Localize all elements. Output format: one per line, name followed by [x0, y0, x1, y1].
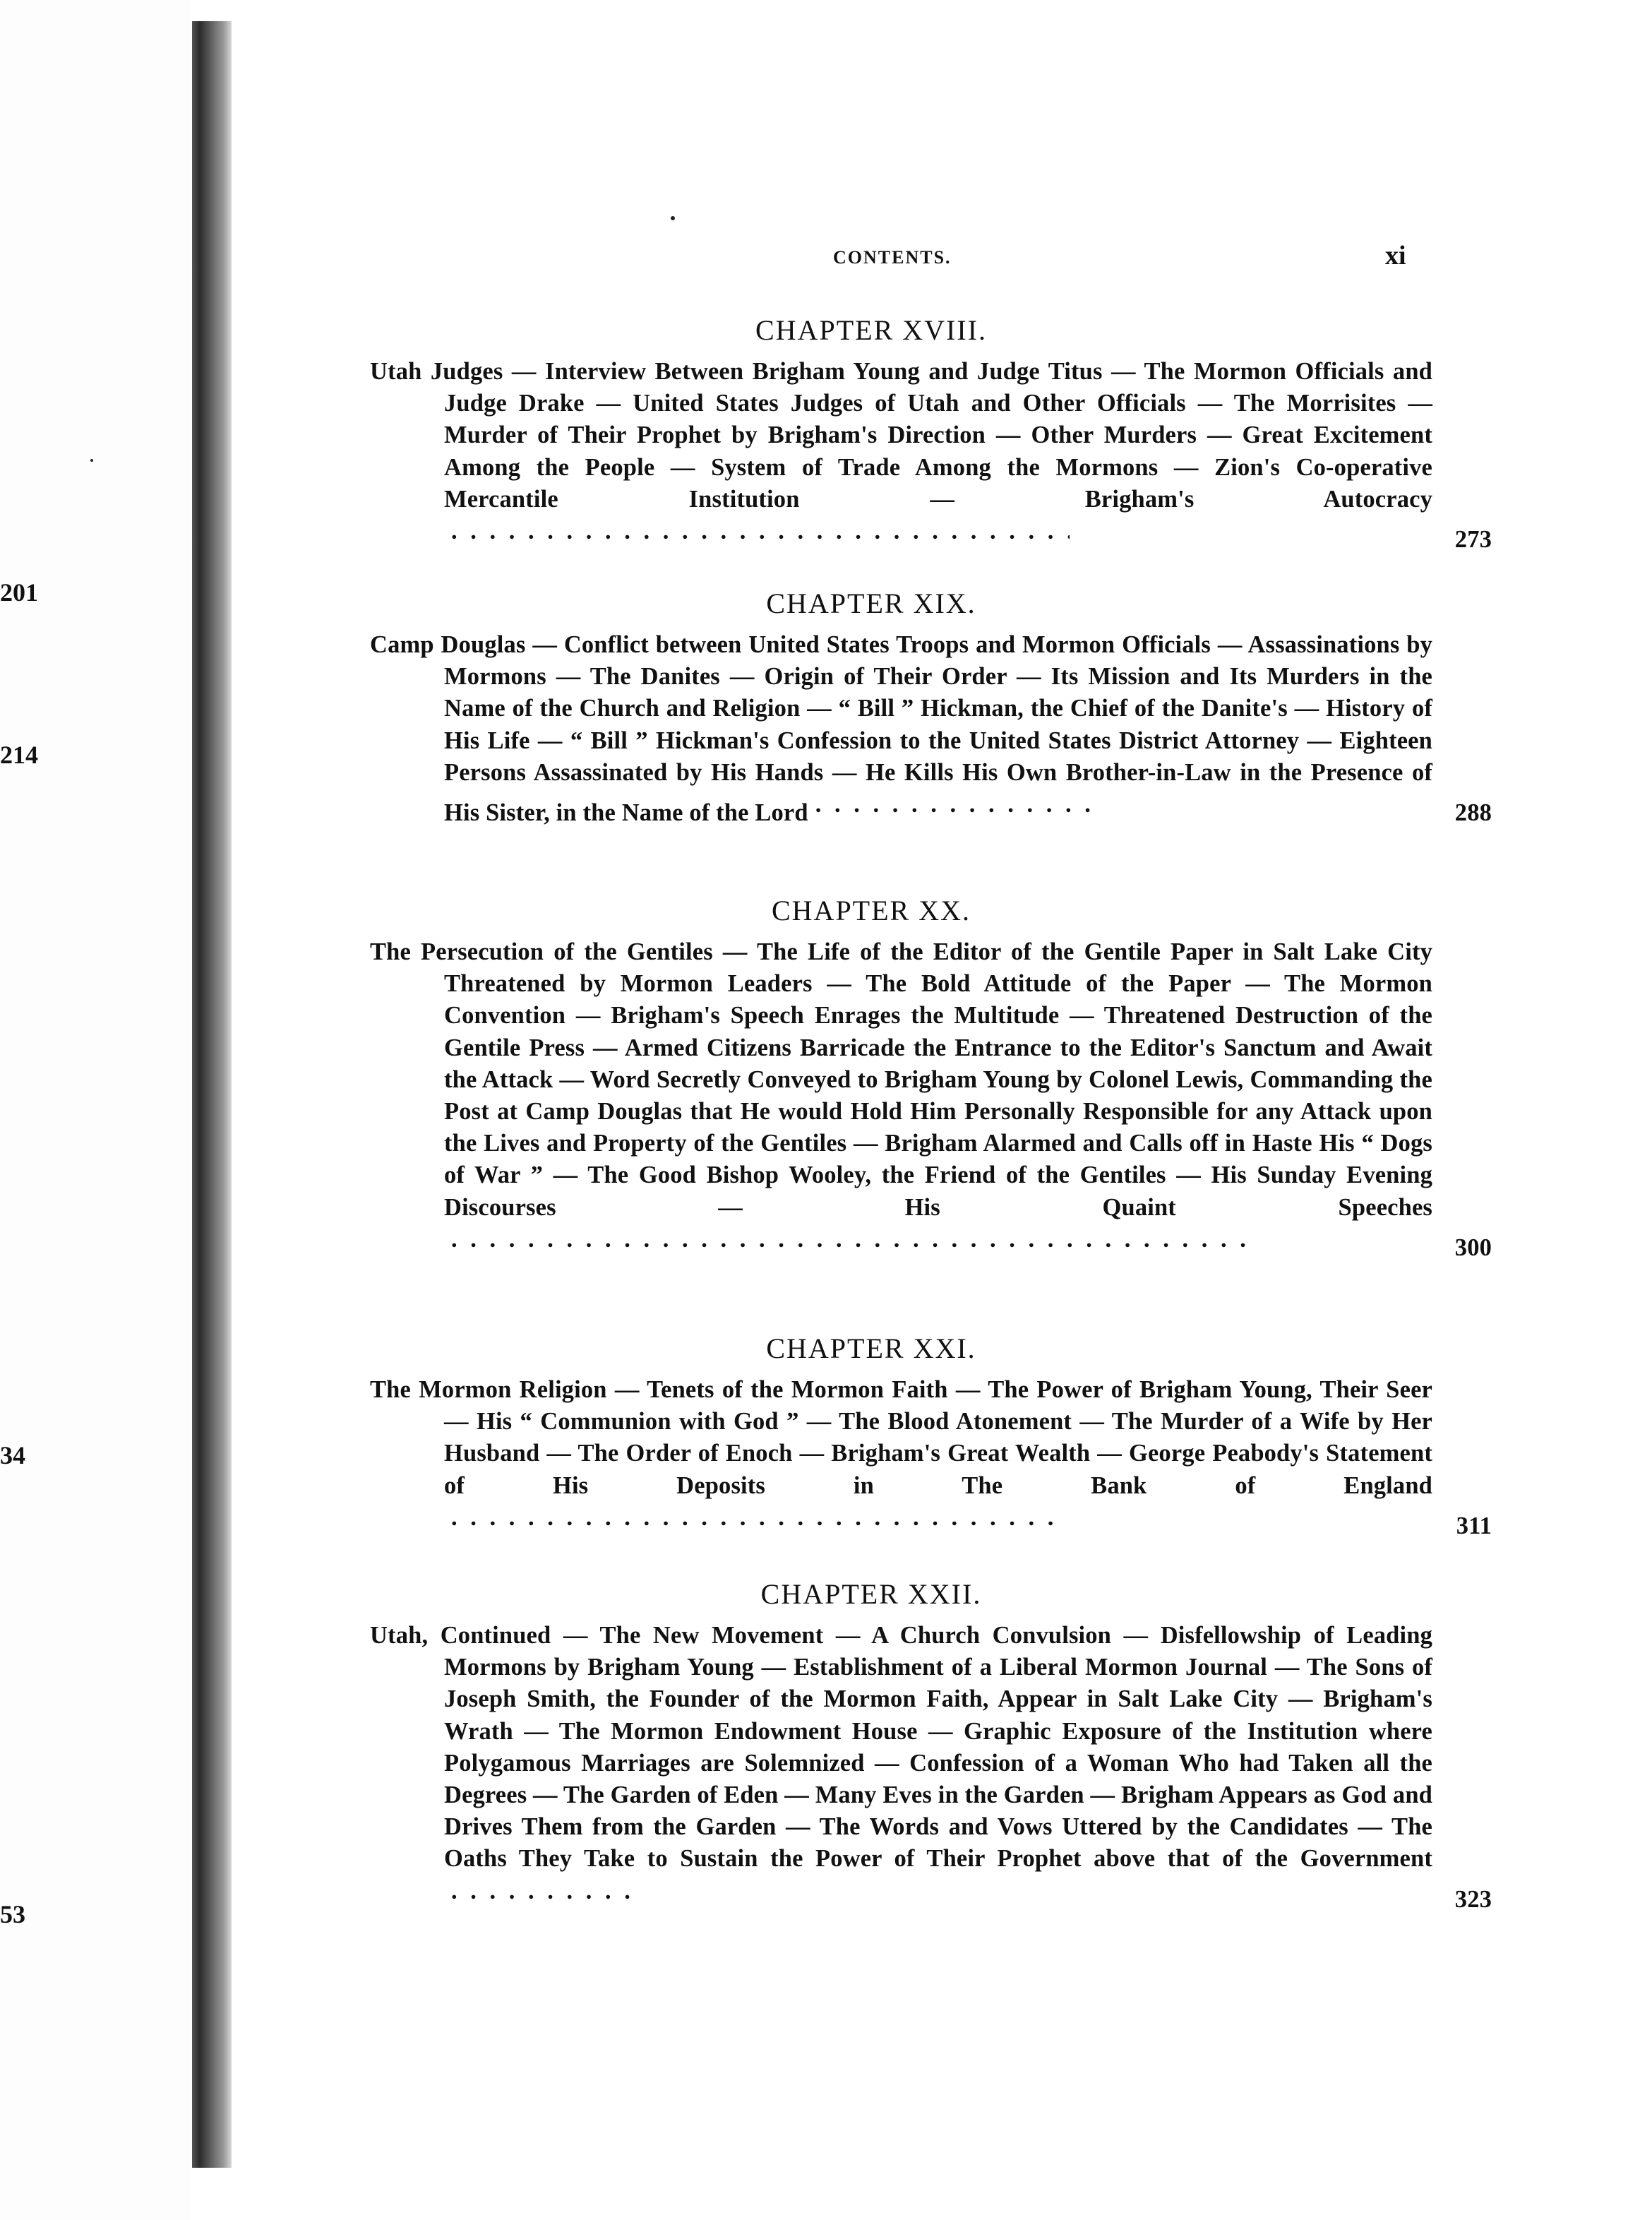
chapter-page-number: 273: [1454, 526, 1492, 554]
left-page-number-2: 214: [0, 741, 38, 769]
chapter-block-xxi: [370, 1329, 1492, 1542]
chapter-heading: CHAPTER XVIII.: [755, 314, 987, 346]
speck-mark: [90, 459, 93, 462]
chapter-summary: [370, 936, 1492, 1264]
chapter-heading: CHAPTER XXII.: [760, 1578, 982, 1610]
chapter-summary: [370, 356, 1492, 556]
left-page-number-1: 201: [0, 578, 38, 607]
running-head: CONTENTS.: [833, 247, 952, 268]
chapter-heading: CHAPTER XIX.: [766, 587, 976, 619]
page-folio: xi: [1385, 241, 1406, 270]
chapter-summary-text: Utah Judges — Interview Between Brigham Young and Judge Titus — The Mormon Officials and Judge Drake — United States Judges of Utah and Other Officials — The Morrisites — Murder of Their Prophet by Brigham's Direction — Other Murders — Great Excitement Among the People — System of Trade Among the Mormons — Zion's Co-operative Mercantile Institution — Brigham's Autocracy: [370, 358, 1432, 513]
dot-leader: [448, 515, 1070, 547]
chapter-page-number: 311: [1456, 1512, 1492, 1540]
chapter-summary: [370, 1374, 1492, 1542]
chapter-block-xx: [370, 891, 1492, 1264]
book-binding-gutter: [192, 21, 232, 2168]
chapter-summary: [370, 1620, 1492, 1916]
chapter-block-xviii: [370, 311, 1492, 556]
chapter-summary-text: Utah, Continued — The New Movement — A Church Convulsion — Disfellowship of Leading Mormons by Brigham Young — Establishment of a Liberal Mormon Journal — The Sons of Joseph Smith, the Founder of the Mormon Faith, Appear in Salt Lake City — Brigham's Wrath — The Mormon Endowment House — Graphic Exposure of the Institution where Polygamous Marriages are Solemnized — Confession of a Woman Who had Taken all the Degrees — The Garden of Eden — Many Eves in the Garden — Brigham Appears as God and Drives Them from the Garden — The Words and Vows Uttered by the Candidates — The Oaths They Take to Sustain the Power of Their Prophet above that of the Government: [370, 1622, 1432, 1873]
chapter-heading: CHAPTER XX.: [771, 895, 971, 926]
dot-leader: [448, 1875, 632, 1907]
chapter-heading: CHAPTER XXI.: [766, 1332, 976, 1364]
chapter-page-number: 300: [1454, 1234, 1492, 1262]
left-page-number-4: 53: [0, 1900, 25, 1928]
left-facing-page: [0, 0, 191, 2220]
chapter-page-number: 323: [1454, 1885, 1492, 1913]
chapter-summary-text: The Mormon Religion — Tenets of the Mormon Faith — The Power of Brigham Young, Their Seer — His “ Communion with God ” — The Blood Atonement — The Murder of a Wife by Her Husband — The Order of Enoch — Brigham's Great Wealth — George Peabody's Statement of His Deposits in The Bank of England: [370, 1376, 1432, 1499]
chapter-summary-text: The Persecution of the Gentiles — The Life of the Editor of the Gentile Paper in Salt Lake City Threatened by Mormon Leaders — The Bold Attitude of the Paper — The Mormon Convention — Brigham's Speech Enrages the Multitude — Threatened Destruction of the Gentile Press — Armed Citizens Barricade the Entrance to the Editor's Sanctum and Await the Attack — Word Secretly Conveyed to Brigham Young by Colonel Lewis, Commanding the Post at Camp Douglas that He would Hold Him Personally Responsible for any Attack upon the Lives and Property of the Gentiles — Brigham Alarmed and Calls off in Haste His “ Dogs of War ” — The Good Bishop Wooley, the Friend of the Gentiles — His Sunday Evening Discourses — His Quaint Speeches: [370, 938, 1432, 1221]
chapter-block-xxii: [370, 1575, 1492, 1916]
speck-mark: [671, 216, 675, 220]
left-page-number-3: 34: [0, 1441, 25, 1469]
dot-leader: [448, 1224, 1246, 1255]
chapter-summary: [370, 629, 1492, 829]
chapter-block-xix: [370, 584, 1492, 829]
chapter-page-number: 288: [1454, 799, 1492, 827]
dot-leader: [448, 1502, 1055, 1534]
chapter-summary-text: Camp Douglas — Conflict between United States Troops and Mormon Officials — Assassinations by Mormons — The Danites — Origin of Their Order — Its Mission and Its Murders in the Name of the Church and Religion — “ Bill ” Hickman, the Chief of the Danite's — History of His Life — “ Bill ” Hickman's Confession to the United States District Attorney — Eighteen Persons Assassinated by His Hands — He Kills His Own Brother-in-Law in the Presence of His Sister, in the Name of the Lord: [370, 631, 1432, 827]
dot-leader: [813, 789, 1095, 820]
